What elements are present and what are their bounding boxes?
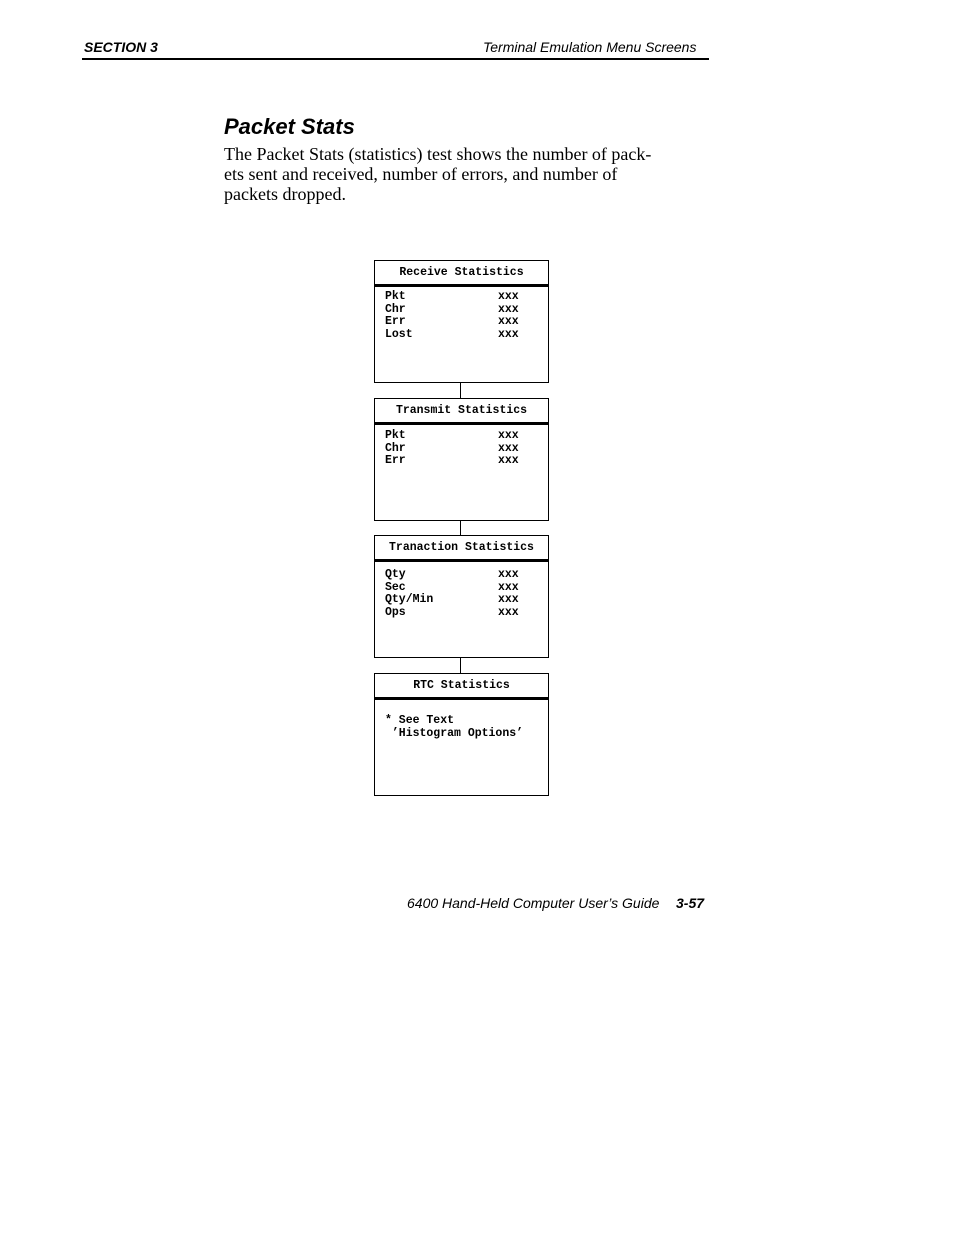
- body-paragraph: [224, 144, 714, 204]
- header-rule: [82, 58, 709, 60]
- list-item: [375, 316, 548, 329]
- screen-connector: [460, 520, 461, 535]
- list-item: [375, 569, 548, 582]
- header-title: Terminal Emulation Menu Screens: [483, 39, 697, 55]
- page-number: 3-57: [676, 895, 705, 911]
- screen-connector: [460, 382, 461, 398]
- transmit-statistics-screen: [374, 398, 549, 521]
- screen-title: Transmit Statistics: [375, 399, 548, 425]
- screen-note: ’Histogram Options’: [385, 727, 524, 740]
- page-heading: Packet Stats: [224, 114, 355, 139]
- row-label: Lost: [385, 327, 413, 341]
- row-value: xxx: [498, 568, 519, 581]
- screen-body: [375, 425, 548, 468]
- list-item: [375, 430, 548, 443]
- row-label: Pkt: [385, 290, 406, 303]
- row-label: Sec: [385, 580, 406, 594]
- receive-statistics-screen: [374, 260, 549, 383]
- row-value: xxx: [498, 327, 519, 341]
- list-item: [375, 291, 548, 304]
- screen-note: * See Text: [385, 714, 455, 727]
- row-value: xxx: [498, 593, 519, 606]
- header-section: SECTION 3: [84, 39, 158, 55]
- row-value: xxx: [498, 580, 519, 594]
- row-value: xxx: [498, 454, 519, 467]
- row-label: Qty/Min: [385, 593, 434, 606]
- transaction-statistics-screen: [374, 535, 549, 658]
- screen-title: Tranaction Statistics: [375, 536, 548, 562]
- row-value: xxx: [498, 605, 519, 619]
- row-label: Err: [385, 454, 406, 467]
- footer-title: 6400 Hand-Held Computer User’s Guide: [407, 895, 660, 911]
- row-label: Err: [385, 315, 406, 328]
- list-item: [375, 607, 548, 620]
- list-item: [375, 329, 548, 342]
- row-label: Qty: [385, 568, 406, 581]
- row-label: Chr: [385, 302, 406, 316]
- screen-body: [375, 562, 548, 619]
- row-label: Chr: [385, 441, 406, 455]
- screen-body: [375, 700, 548, 790]
- screen-title: Receive Statistics: [375, 261, 548, 287]
- row-value: xxx: [498, 441, 519, 455]
- row-value: xxx: [498, 290, 519, 303]
- list-item: [375, 455, 548, 468]
- row-value: xxx: [498, 429, 519, 442]
- body-line: packets dropped.: [224, 184, 346, 204]
- screen-title: RTC Statistics: [375, 674, 548, 700]
- rtc-statistics-screen: [374, 673, 549, 796]
- body-line: ets sent and received, number of errors, and number of: [224, 164, 618, 184]
- list-item: [375, 594, 548, 607]
- row-value: xxx: [498, 302, 519, 316]
- screen-connector: [460, 657, 461, 673]
- screen-body: [375, 287, 548, 341]
- row-value: xxx: [498, 315, 519, 328]
- row-label: Ops: [385, 605, 406, 619]
- body-line: The Packet Stats (statistics) test shows the number of pack-: [224, 144, 652, 164]
- row-label: Pkt: [385, 429, 406, 442]
